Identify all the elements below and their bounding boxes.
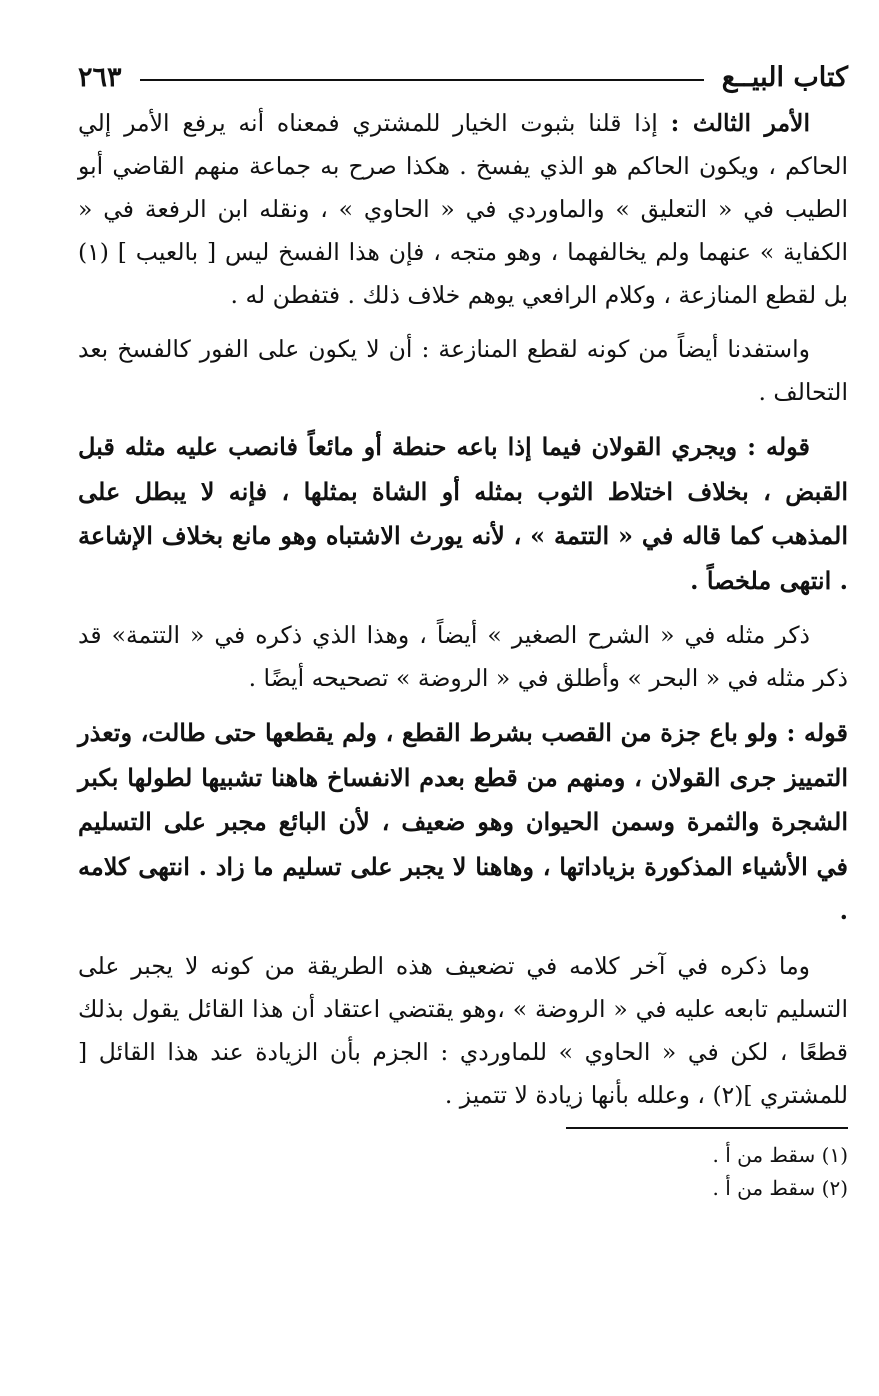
page-header	[78, 52, 848, 102]
paragraph-lead: الأمر الثالث :	[670, 109, 810, 137]
page-number: ٢٦٣	[78, 61, 122, 93]
footnote-1: (١) سقط من أ .	[712, 1142, 848, 1167]
header-rule	[140, 79, 704, 81]
footnote-separator	[566, 1127, 848, 1129]
footnote-2: (٢) سقط من أ .	[712, 1175, 848, 1200]
paragraph-commentary-cane: وما ذكره في آخر كلامه في تضعيف هذه الطريقة من كونه لا يجبر على التسليم تابعه عليه في « الروضة » ،وهو يقتضي اعتقاد أن هذا القائل يقول بذلك قطعًا ، لكن في « الحاوي » للماوردي : الجزم بأن الزيادة عند هذا القائل [ للمشتري ](٢) ، وعلله بأنها زيادة لا تتميز .	[78, 951, 848, 1109]
chapter-title: كتاب البيــع	[721, 61, 848, 93]
paragraph-quote-mixing: قوله : ويجري القولان فيما إذا باعه حنطة أو مائعاً فانصب عليه مثله قبل القبض ، بخلاف اختلاط الثوب بمثله أو الشاة بمثلها ، فإنه لا يبطل على المذهب كما قاله في « التتمة » ، لأنه يورث الاشتباه وهو مانع بخلاف الإشاعة . انتهى ملخصاً .	[78, 432, 848, 595]
book-page	[78, 52, 848, 1205]
paragraph-text: إذا قلنا بثبوت الخيار للمشتري فمعناه أنه يرفع الأمر إلي الحاكم ، ويكون الحاكم هو الذي يفسخ . هكذا صرح به جماعة منهم القاضي أبو الطيب في « التعليق » والماوردي في « الحاوي » ، ونقله ابن الرفعة في « الكفاية » عنهما ولم يخالفهما ، وهو متجه ، فإن هذا الفسخ ليس [ بالعيب ] (١) بل لقطع المنازعة ، وكلام الرافعي يوهم خلاف ذلك . فتفطن له .	[78, 109, 848, 309]
paragraph-quote-cane: قوله : ولو باع جزة من القصب بشرط القطع ، ولم يقطعها حتى طالت، وتعذر التمييز جرى القولان ، ومنهم من قطع بعدم الانفساخ هاهنا تشبيها لطولها بكبر الشجرة والثمرة وسمن الحيوان وهو ضعيف ، لأن البائع مجبر على التسليم في الأشياء المذكورة بزياداتها ، وهاهنا لا يجبر على تسليم ما زاد . انتهى كلامه .	[78, 718, 849, 925]
paragraph-commentary-mixing: ذكر مثله في « الشرح الصغير » أيضاً ، وهذا الذي ذكره في « التتمة» قد ذكر مثله في « البحر » وأطلق في « الروضة » تصحيحه أيضًا .	[78, 621, 848, 692]
paragraph-third-matter	[78, 102, 848, 317]
paragraph-benefit: واستفدنا أيضاً من كونه لقطع المنازعة : أن لا يكون على الفور كالفسخ بعد التحالف .	[78, 335, 848, 406]
